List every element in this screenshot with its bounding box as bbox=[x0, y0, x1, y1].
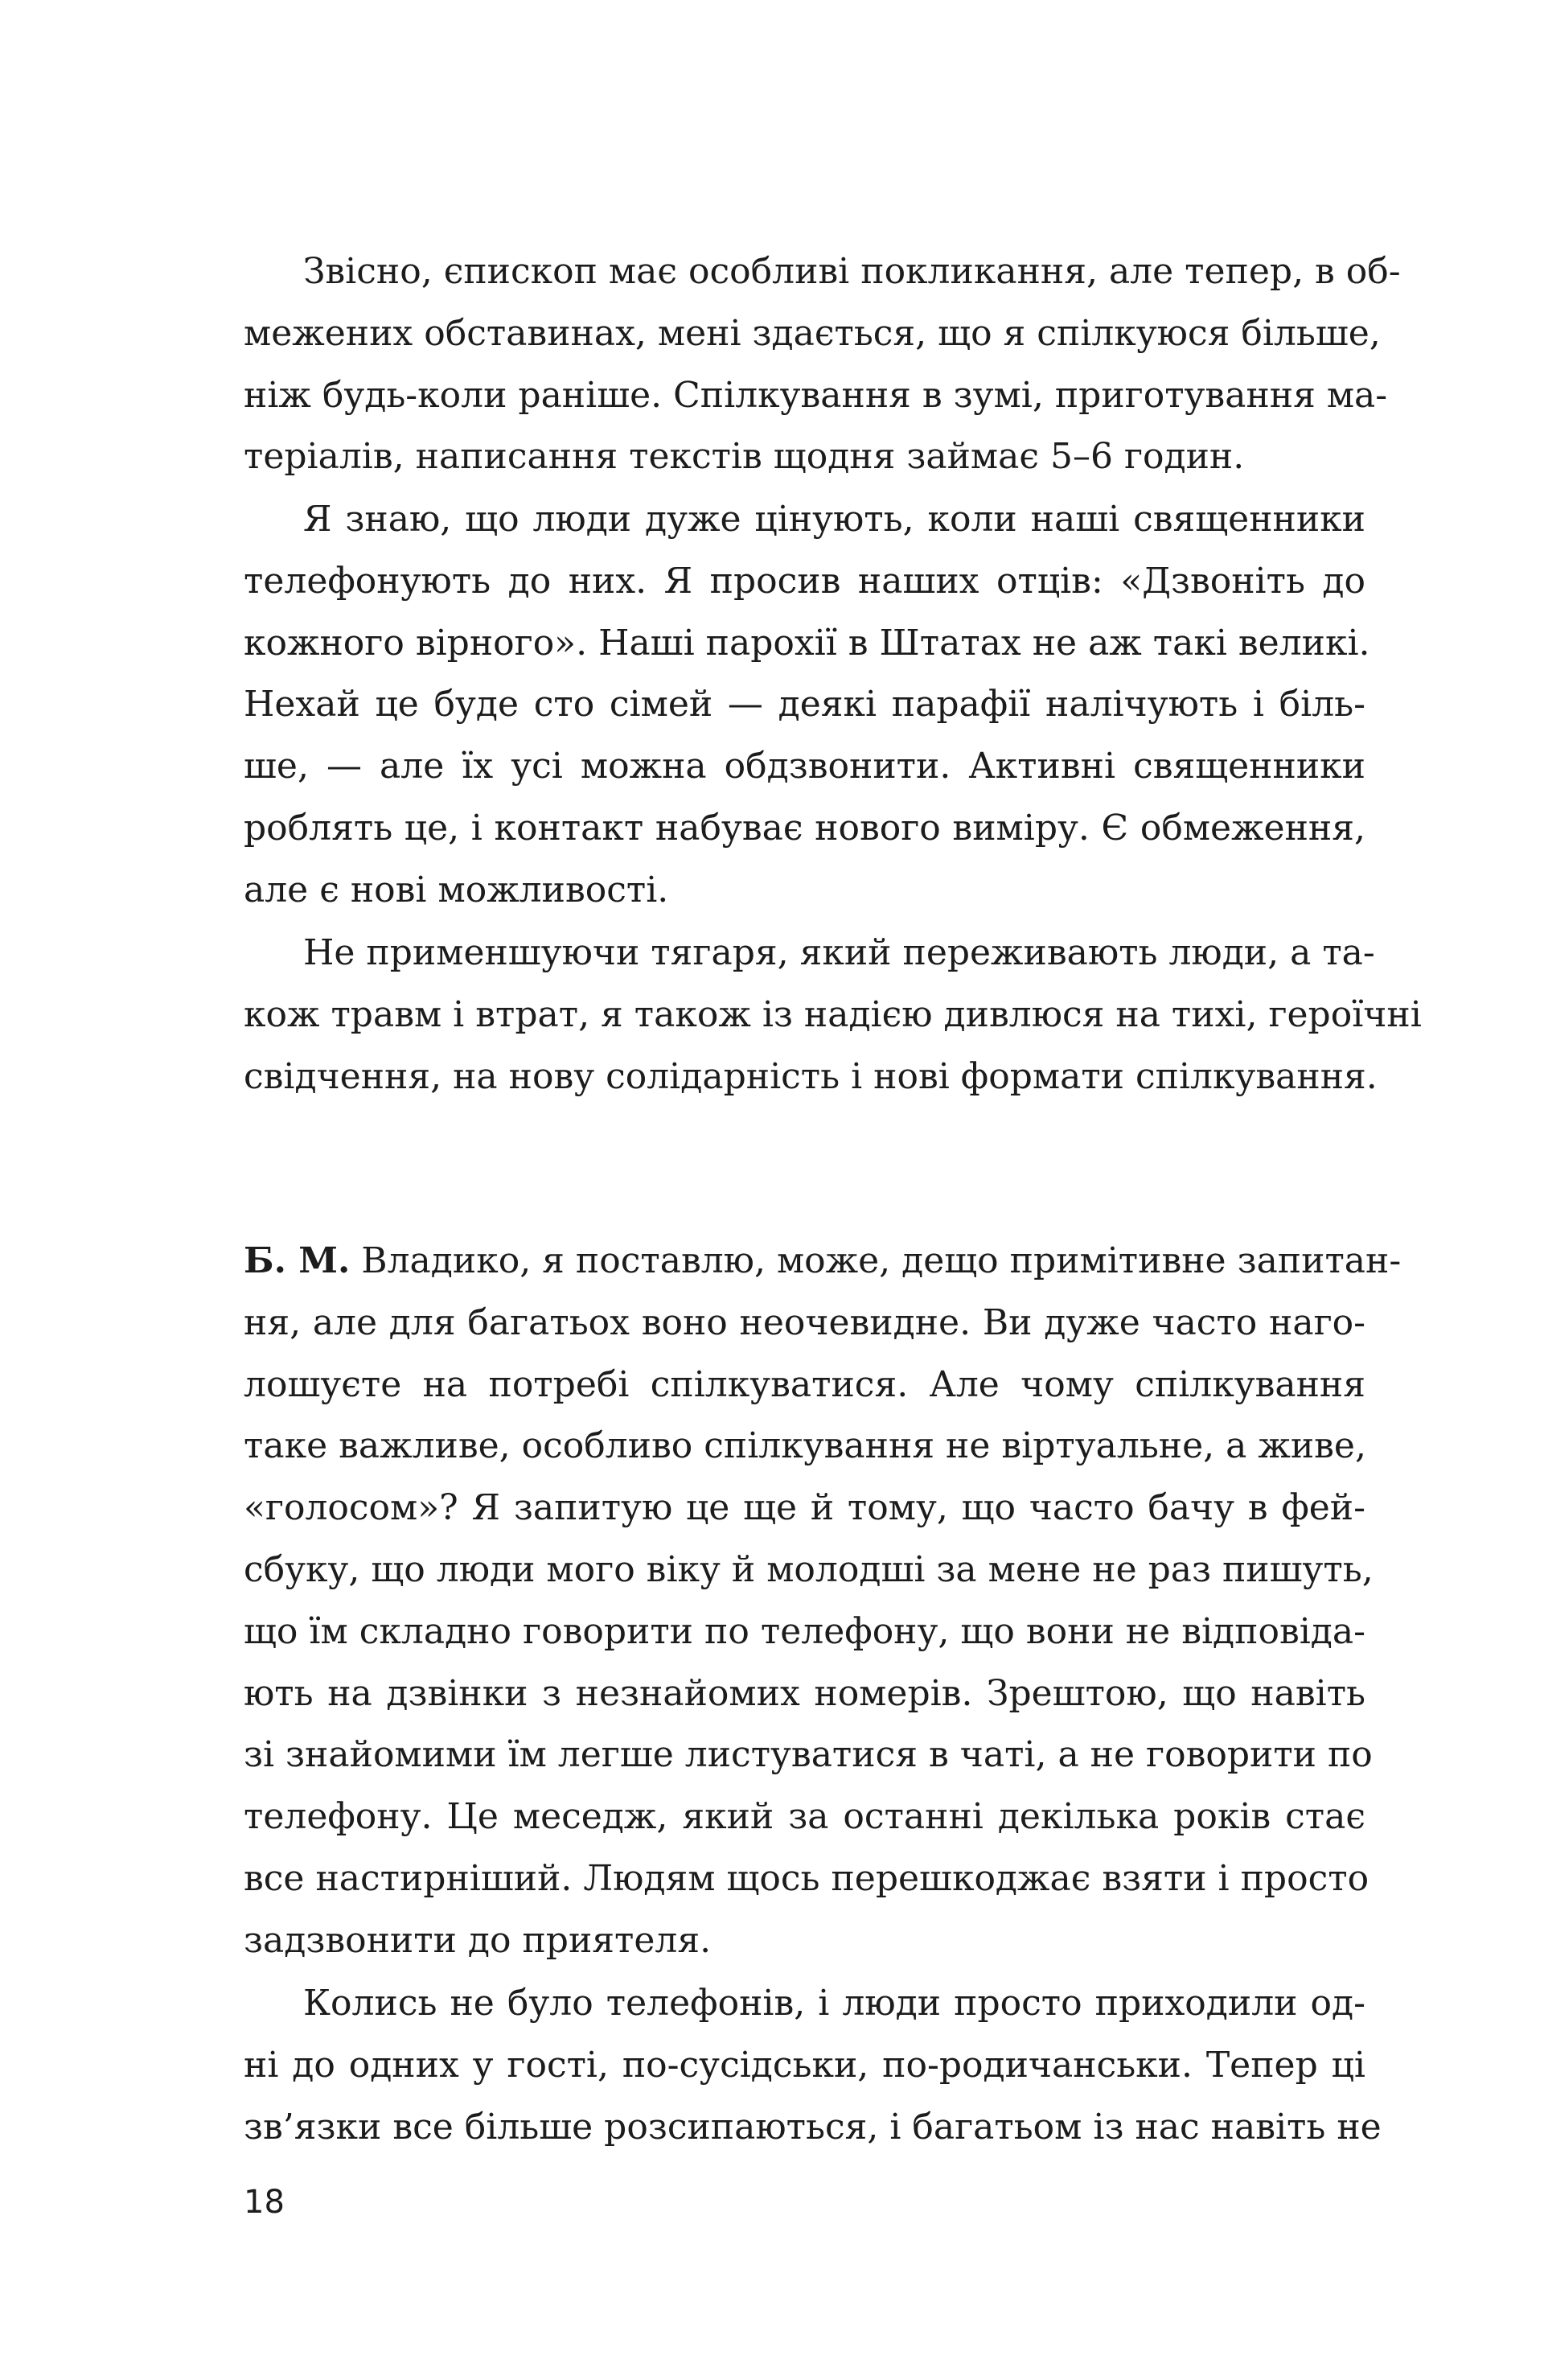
text-line: сбуку, що люди мого віку й молодші за мене не раз пишуть, bbox=[244, 1548, 1374, 1590]
text-line: ніж будь-коли раніше. Спілкування в зумі, приготування ма- bbox=[244, 374, 1388, 416]
text-line: ня, але для багатьох воно неочевидне. Ви дуже часто наго- bbox=[244, 1301, 1365, 1343]
text-line: але є нові можливості. bbox=[244, 869, 669, 910]
text-line: кожного вірного». Наші парохії в Штатах не аж такі великі. bbox=[244, 622, 1370, 664]
text-line: телефонують до них. Я просив наших отців: «Дзвоніть до bbox=[244, 560, 1365, 602]
text-line: Нехай це буде сто сімей — деякі парафії налічують і біль- bbox=[244, 684, 1365, 726]
text-line: межених обставинах, мені здається, що я спілкуюся більше, bbox=[244, 312, 1381, 354]
page-number: 18 bbox=[244, 2184, 285, 2221]
text-line-first bbox=[244, 1231, 1402, 1293]
text-line: кож травм і втрат, я також із надією дивлюся на тихі, героїчні bbox=[244, 993, 1422, 1035]
text-line: телефону. Це меседж, який за останні декілька років стає bbox=[244, 1796, 1365, 1838]
text-line: роблять це, і контакт набуває нового виміру. Є обмеження, bbox=[244, 807, 1365, 849]
text-line: лошуєте на потребі спілкуватися. Але чому спілкування bbox=[244, 1363, 1365, 1405]
text-line: Звісно, єпископ має особливі покликання, але тепер, в об- bbox=[303, 251, 1401, 292]
speaker-initials: Б. М. bbox=[244, 1240, 351, 1281]
paragraph-4 bbox=[244, 1231, 1402, 1972]
paragraph-5 bbox=[244, 1973, 1382, 2158]
text-line: Не применшуючи тягаря, який переживають люди, а та- bbox=[303, 932, 1375, 973]
text-fragment: Владико, я поставлю, може, дещо примітивне запитан- bbox=[361, 1240, 1402, 1281]
paragraph-1 bbox=[244, 241, 1401, 488]
text-line: теріалів, написання текстів щодня займає 5–6 годин. bbox=[244, 436, 1245, 478]
text-line: задзвонити до приятеля. bbox=[244, 1919, 712, 1961]
text-line: зі знайомими їм легше листуватися в чаті, а не говорити по bbox=[244, 1734, 1373, 1776]
paragraph-2 bbox=[244, 489, 1370, 922]
text-line: зв’язки все більше розсипаються, і багатьом із нас навіть не bbox=[244, 2106, 1382, 2148]
text-line: все настирніший. Людям щось перешкоджає взяти і просто bbox=[244, 1857, 1369, 1899]
text-line: свідчення, на нову солідарність і нові формати спілкування. bbox=[244, 1055, 1378, 1097]
text-line: Колись не було телефонів, і люди просто приходили од- bbox=[303, 1983, 1365, 2024]
paragraph-3 bbox=[244, 923, 1422, 1108]
text-line: ні до одних у гості, по-сусідськи, по-родичанськи. Тепер ці bbox=[244, 2044, 1365, 2086]
text-line: ше, — але їх усі можна обдзвонити. Активні священники bbox=[244, 746, 1365, 787]
text-line: ють на дзвінки з незнайомих номерів. Зрештою, що навіть bbox=[244, 1672, 1365, 1714]
text-line: Я знаю, що люди дуже цінують, коли наші священники bbox=[303, 499, 1365, 540]
text-line: «голосом»? Я запитую це ще й тому, що часто бачу в фей- bbox=[244, 1487, 1365, 1529]
text-line: що їм складно говорити по телефону, що вони не відповіда- bbox=[244, 1610, 1365, 1652]
text-line: таке важливе, особливо спілкування не віртуальне, а живе, bbox=[244, 1425, 1366, 1467]
